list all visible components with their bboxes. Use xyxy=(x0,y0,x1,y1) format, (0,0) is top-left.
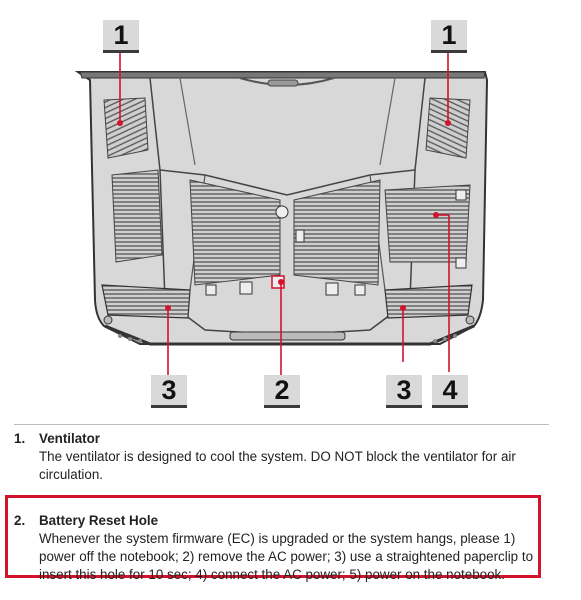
callout-4: 4 xyxy=(432,375,468,408)
item-number: 2. xyxy=(14,513,26,528)
callout-3-left: 3 xyxy=(151,375,187,408)
callout-1-left: 1 xyxy=(103,20,139,53)
item-body-line: The ventilator is designed to cool the system. DO NOT block the ventilator for air xyxy=(39,449,516,464)
item-body-line: power off the notebook; 2) remove the AC power; 3) use a straightened paperclip to xyxy=(39,549,534,564)
callout-2: 2 xyxy=(264,375,300,408)
callout-3-right: 3 xyxy=(386,375,422,408)
callout-1-right: 1 xyxy=(431,20,467,53)
item-body-line: Whenever the system firmware (EC) is upgraded or the system hangs, please 1) xyxy=(39,531,516,546)
list-item-battery-reset xyxy=(14,512,544,584)
item-body-line: insert this hole for 10 sec; 4) connect the AC power; 5) power on the notebook. xyxy=(39,567,505,582)
divider xyxy=(14,424,549,425)
item-heading: Battery Reset Hole xyxy=(39,513,159,528)
item-number: 1. xyxy=(14,431,26,446)
list-item-ventilator xyxy=(14,430,544,484)
item-body-line: circulation. xyxy=(39,467,104,482)
item-heading: Ventilator xyxy=(39,431,101,446)
